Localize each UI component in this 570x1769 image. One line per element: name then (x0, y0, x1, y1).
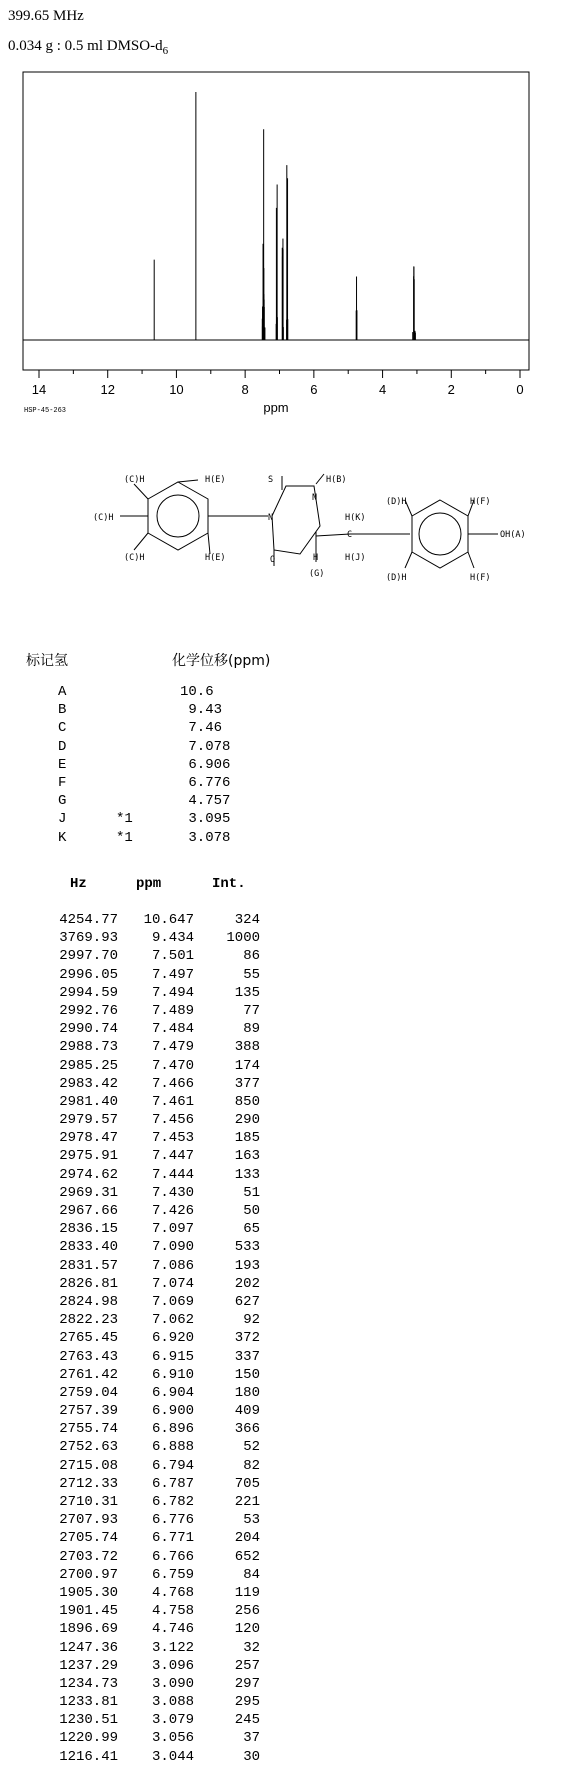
peak-hz: 2705.74 (59, 1530, 118, 1547)
peak-row (0, 1312, 300, 1330)
assignment-ppm: 3.078 (180, 829, 231, 846)
peak-ppm: 10.647 (143, 912, 194, 928)
peak-hz: 2978.47 (59, 1130, 118, 1147)
peak-ppm: 6.900 (151, 1403, 194, 1420)
peak-hz: 1220.99 (59, 1730, 118, 1747)
peak-int: 150 (234, 1366, 260, 1383)
peak-hz: 2824.98 (59, 1293, 118, 1310)
label-oh: OH(A) (500, 530, 526, 540)
x-tick-label: 12 (100, 382, 115, 397)
peak-row (0, 1476, 300, 1494)
peak-hz: 1901.45 (59, 1603, 118, 1620)
peak-int: 50 (243, 1203, 260, 1219)
peak-ppm: 4.746 (151, 1621, 194, 1638)
peak-row (0, 1058, 300, 1076)
peak-row (0, 1330, 300, 1348)
peak-int: 850 (234, 1093, 260, 1110)
peak-hz: 2985.25 (59, 1057, 118, 1074)
peak-row (0, 1130, 300, 1148)
peak-hz: 1247.36 (59, 1639, 118, 1656)
peak-ppm: 6.915 (151, 1348, 194, 1365)
peak-hz: 2996.05 (59, 966, 118, 983)
peak-ppm: 7.494 (151, 984, 194, 1001)
peak-row (0, 1494, 300, 1512)
peak-hz: 4254.77 (59, 912, 118, 928)
peak-hz: 2763.43 (59, 1348, 118, 1365)
label-n-right: N (312, 493, 318, 503)
label-hj: H(J) (345, 553, 366, 563)
label-o: O (270, 555, 276, 565)
peak-row (0, 948, 300, 966)
peak-row (0, 1458, 300, 1476)
label-g: (G) (309, 569, 325, 579)
peak-int: 51 (243, 1184, 260, 1201)
peak-int: 53 (243, 1512, 260, 1529)
peak-row (0, 1258, 300, 1276)
peak-ppm: 7.484 (151, 1021, 194, 1038)
peak-row (0, 1021, 300, 1039)
peak-row (0, 1167, 300, 1185)
peak-ppm: 7.062 (151, 1312, 194, 1329)
peak-hz: 2831.57 (59, 1257, 118, 1274)
label-h-g: H (313, 553, 319, 563)
peak-hz: 2759.04 (59, 1384, 118, 1401)
peak-row (0, 1349, 300, 1367)
peak-row (0, 1549, 300, 1567)
label-c-center: C (347, 530, 353, 540)
peak-hz: 2752.63 (59, 1439, 118, 1456)
peak-hz: 2994.59 (59, 984, 118, 1001)
peak-ppm: 6.896 (151, 1421, 194, 1438)
label-n-left: N (268, 513, 274, 523)
x-axis-ticks (32, 370, 524, 397)
peak-hz: 2992.76 (59, 1002, 118, 1019)
peak-int: 377 (234, 1075, 260, 1092)
label-s: S (268, 475, 274, 485)
peak-table-header (0, 876, 300, 896)
peak-ppm: 7.430 (151, 1184, 194, 1201)
peak-hz: 2981.40 (59, 1093, 118, 1110)
peak-row (0, 1112, 300, 1130)
peak-int: 202 (234, 1275, 260, 1292)
peak-ppm: 6.910 (151, 1366, 194, 1383)
peak-hz: 2712.33 (59, 1475, 118, 1492)
peak-ppm: 6.794 (151, 1457, 194, 1474)
peak-int: 89 (243, 1021, 260, 1038)
peak-row (0, 1694, 300, 1712)
label-c-top-left: (C)H (124, 475, 145, 485)
assignment-row (0, 757, 300, 775)
peak-int: 533 (234, 1239, 260, 1256)
label-d-bot: (D)H (386, 573, 407, 583)
peak-row (0, 1148, 300, 1166)
x-tick-label: 4 (378, 382, 387, 397)
assignment-row (0, 739, 300, 757)
sample-description (8, 38, 168, 57)
peak-row (0, 1749, 300, 1767)
peak-int: 256 (234, 1603, 260, 1620)
assignment-label: E (58, 756, 67, 773)
assignment-row (0, 702, 300, 720)
peak-hz: 2975.91 (59, 1148, 118, 1165)
peak-ppm: 3.096 (151, 1657, 194, 1674)
peak-hz: 1216.41 (59, 1748, 118, 1765)
assignment-row (0, 830, 300, 848)
label-hk: H(K) (345, 513, 366, 523)
label-e-top: H(E) (205, 475, 226, 485)
peak-row (0, 1621, 300, 1639)
label-c-left: (C)H (93, 513, 114, 523)
peak-row (0, 1367, 300, 1385)
peak-ppm: 3.122 (151, 1639, 194, 1656)
label-f-bot: H(F) (470, 573, 491, 583)
peak-int: 204 (234, 1530, 260, 1547)
assignment-row (0, 793, 300, 811)
peak-ppm: 7.447 (151, 1148, 194, 1165)
peak-ppm: 7.086 (151, 1257, 194, 1274)
peak-ppm: 6.759 (151, 1566, 194, 1583)
assignment-label: G (58, 793, 67, 810)
peak-header-int: Int. (212, 876, 246, 892)
phenol-ring-aromatic (419, 513, 461, 555)
peak-int: 32 (243, 1639, 260, 1656)
peak-hz: 3769.93 (59, 930, 118, 947)
peak-hz: 1233.81 (59, 1694, 118, 1711)
assignment-label: C (58, 720, 67, 737)
x-tick-label: 2 (447, 382, 455, 397)
peak-row (0, 1730, 300, 1748)
assignment-note: *1 (116, 829, 133, 846)
peak-row (0, 1385, 300, 1403)
label-hb: H(B) (326, 475, 347, 485)
peak-row (0, 912, 300, 930)
peak-hz: 2703.72 (59, 1548, 118, 1565)
peak-int: 52 (243, 1439, 260, 1456)
peak-int: 257 (234, 1657, 260, 1674)
x-tick-label: 8 (241, 382, 249, 397)
peak-int: 193 (234, 1257, 260, 1274)
assignment-label: D (58, 738, 67, 755)
peak-int: 163 (234, 1148, 260, 1165)
peak-ppm: 7.497 (151, 966, 194, 983)
peak-ppm: 7.501 (151, 948, 194, 965)
peak-header-ppm: ppm (136, 876, 162, 892)
peak-row (0, 1585, 300, 1603)
label-e-bot: H(E) (205, 553, 226, 563)
assignment-ppm: 7.078 (180, 738, 231, 755)
peak-hz: 2755.74 (59, 1421, 118, 1438)
peak-ppm: 7.453 (151, 1130, 194, 1147)
peak-int: 174 (234, 1057, 260, 1074)
peak-ppm: 4.768 (151, 1584, 194, 1601)
peak-header-hz: Hz (70, 876, 87, 892)
peak-hz: 1905.30 (59, 1584, 118, 1601)
peak-row (0, 1676, 300, 1694)
assignment-ppm: 4.757 (180, 793, 231, 810)
peak-hz: 2700.97 (59, 1566, 118, 1583)
peak-hz: 2967.66 (59, 1203, 118, 1219)
peak-int: 92 (243, 1312, 260, 1329)
peak-ppm: 7.426 (151, 1203, 194, 1219)
sample-text: 0.034 g : 0.5 ml DMSO-d (8, 38, 163, 54)
peak-ppm: 6.771 (151, 1530, 194, 1547)
x-axis-label: ppm (263, 400, 289, 415)
peak-int: 324 (234, 912, 260, 928)
peak-int: 30 (243, 1748, 260, 1765)
assignment-row (0, 720, 300, 738)
peak-ppm: 6.787 (151, 1475, 194, 1492)
peak-hz: 2707.93 (59, 1512, 118, 1529)
peak-hz: 2715.08 (59, 1457, 118, 1474)
assignment-label: A (58, 684, 67, 700)
peak-hz: 2974.62 (59, 1166, 118, 1183)
peak-row (0, 1512, 300, 1530)
peak-hz: 1230.51 (59, 1712, 118, 1729)
peak-row (0, 1203, 300, 1221)
peak-int: 337 (234, 1348, 260, 1365)
peak-int: 86 (243, 948, 260, 965)
assignment-row (0, 811, 300, 829)
x-tick-label: 0 (516, 382, 524, 397)
peak-int: 409 (234, 1403, 260, 1420)
peak-row (0, 1530, 300, 1548)
assignment-note: *1 (116, 811, 133, 828)
peak-int: 290 (234, 1112, 260, 1129)
peak-row (0, 930, 300, 948)
peak-hz: 2979.57 (59, 1112, 118, 1129)
peak-int: 120 (234, 1621, 260, 1638)
peak-int: 55 (243, 966, 260, 983)
peak-row (0, 1712, 300, 1730)
peak-int: 366 (234, 1421, 260, 1438)
peak-row (0, 1221, 300, 1239)
label-c-bot-left: (C)H (124, 553, 145, 563)
peak-row (0, 1094, 300, 1112)
x-tick-label: 6 (310, 382, 318, 397)
assignment-label: J (58, 811, 67, 828)
peak-int: 221 (234, 1494, 260, 1510)
spectrum-code: HSP-45-263 (24, 407, 67, 415)
label-d-top: (D)H (386, 497, 407, 507)
peak-ppm: 6.904 (151, 1384, 194, 1401)
assignment-ppm: 9.43 (180, 702, 223, 719)
peak-row (0, 1658, 300, 1676)
peak-row (0, 1239, 300, 1257)
spectrometer-frequency: 399.65 MHz (8, 8, 84, 24)
sample-subscript: 6 (162, 45, 169, 57)
peak-row (0, 1439, 300, 1457)
peak-row (0, 1603, 300, 1621)
assignment-header-hydrogen: 标记氢 (26, 653, 68, 669)
peak-int: 245 (234, 1712, 260, 1729)
nmr-spectrum-chart (0, 60, 570, 460)
peak-row (0, 1421, 300, 1439)
peak-int: 37 (243, 1730, 260, 1747)
peak-row (0, 1076, 300, 1094)
assignment-ppm: 7.46 (180, 720, 223, 737)
peak-ppm: 7.069 (151, 1293, 194, 1310)
peak-ppm: 6.782 (151, 1494, 194, 1510)
peak-row (0, 1185, 300, 1203)
peak-int: 180 (234, 1384, 260, 1401)
peak-hz: 2826.81 (59, 1275, 118, 1292)
peak-row (0, 985, 300, 1003)
peak-row (0, 1003, 300, 1021)
assignment-row (0, 684, 300, 702)
peak-int: 185 (234, 1130, 260, 1147)
peak-int: 133 (234, 1166, 260, 1183)
assignment-ppm: 6.906 (180, 756, 231, 773)
peak-row (0, 1276, 300, 1294)
phenol-ring (412, 500, 468, 568)
peak-hz: 2757.39 (59, 1403, 118, 1420)
peak-ppm: 6.766 (151, 1548, 194, 1565)
peak-int: 82 (243, 1457, 260, 1474)
peak-int: 135 (234, 984, 260, 1001)
assignment-ppm: 10.6 (180, 684, 214, 700)
peak-hz: 1896.69 (59, 1621, 118, 1638)
x-tick-label: 14 (31, 382, 47, 397)
peak-ppm: 7.470 (151, 1057, 194, 1074)
peak-int: 627 (234, 1293, 260, 1310)
peak-ppm: 7.466 (151, 1075, 194, 1092)
peak-row (0, 967, 300, 985)
chemical-structure (0, 470, 570, 630)
peak-ppm: 6.920 (151, 1330, 194, 1347)
assignment-ppm: 3.095 (180, 811, 231, 828)
peak-ppm: 7.479 (151, 1039, 194, 1056)
assignment-ppm: 6.776 (180, 774, 231, 791)
peak-int: 65 (243, 1221, 260, 1238)
peak-hz: 2710.31 (59, 1494, 118, 1510)
peak-int: 1000 (226, 930, 260, 947)
peak-hz: 1237.29 (59, 1657, 118, 1674)
peak-ppm: 6.888 (151, 1439, 194, 1456)
peak-int: 652 (234, 1548, 260, 1565)
peak-ppm: 9.434 (151, 930, 194, 947)
peak-hz: 2969.31 (59, 1184, 118, 1201)
phenyl-ring-left-aromatic (157, 495, 199, 537)
peak-ppm: 6.776 (151, 1512, 194, 1529)
peak-ppm: 3.090 (151, 1675, 194, 1692)
assignment-header-shift: 化学位移(ppm) (172, 653, 271, 669)
peak-int: 388 (234, 1039, 260, 1056)
peak-row (0, 1403, 300, 1421)
peak-hz: 2983.42 (59, 1075, 118, 1092)
peak-hz: 2765.45 (59, 1330, 118, 1347)
peak-hz: 2997.70 (59, 948, 118, 965)
peak-row (0, 1640, 300, 1658)
peak-int: 705 (234, 1475, 260, 1492)
peak-hz: 2761.42 (59, 1366, 118, 1383)
peak-hz: 2822.23 (59, 1312, 118, 1329)
assignment-label: K (58, 829, 67, 846)
assignment-table (0, 684, 300, 848)
peak-row (0, 1294, 300, 1312)
peak-int: 77 (243, 1002, 260, 1019)
peak-row (0, 1039, 300, 1057)
peak-ppm: 7.097 (151, 1221, 194, 1238)
peak-ppm: 4.758 (151, 1603, 194, 1620)
peak-row (0, 1567, 300, 1585)
peak-hz: 2833.40 (59, 1239, 118, 1256)
peak-ppm: 3.079 (151, 1712, 194, 1729)
peak-ppm: 7.074 (151, 1275, 194, 1292)
peak-int: 372 (234, 1330, 260, 1347)
peak-layer (154, 92, 415, 340)
assignment-label: B (58, 702, 67, 719)
peak-int: 119 (234, 1584, 260, 1601)
peak-hz: 1234.73 (59, 1675, 118, 1692)
peak-ppm: 3.056 (151, 1730, 194, 1747)
label-f-top: H(F) (470, 497, 491, 507)
peak-hz: 2990.74 (59, 1021, 118, 1038)
peak-ppm: 7.489 (151, 1002, 194, 1019)
x-tick-label: 10 (169, 382, 184, 397)
peak-ppm: 7.456 (151, 1112, 194, 1129)
peak-ppm: 7.461 (151, 1093, 194, 1110)
peak-hz: 2836.15 (59, 1221, 118, 1238)
assignment-row (0, 775, 300, 793)
peak-int: 84 (243, 1566, 260, 1583)
peak-hz: 2988.73 (59, 1039, 118, 1056)
peak-table (0, 912, 300, 1767)
peak-ppm: 3.044 (151, 1748, 194, 1765)
peak-ppm: 7.444 (151, 1166, 194, 1183)
peak-int: 295 (234, 1694, 260, 1711)
assignment-label: F (58, 774, 67, 791)
peak-ppm: 3.088 (151, 1694, 194, 1711)
peak-ppm: 7.090 (151, 1239, 194, 1256)
peak-int: 297 (234, 1675, 260, 1692)
